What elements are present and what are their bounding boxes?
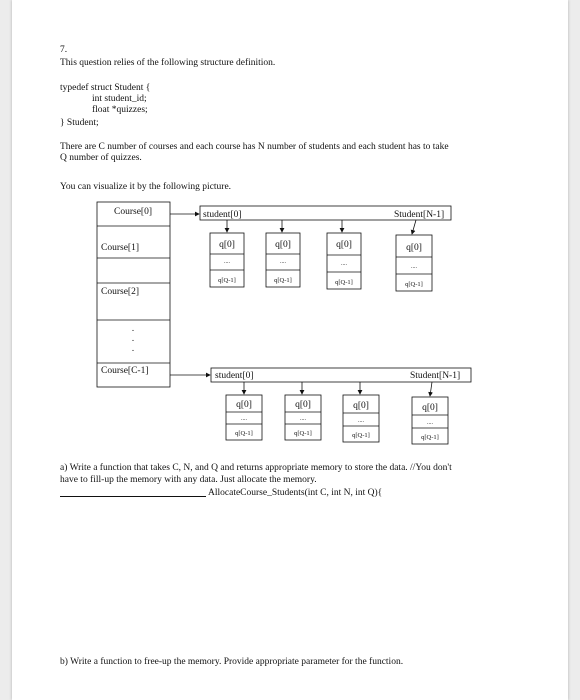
function-signature: AllocateCourse_Students(int C, int N, int Q){ <box>208 488 383 498</box>
description-line-2: Q number of quizzes. <box>60 153 142 163</box>
course-c-1-label: Course[C-1] <box>101 366 149 376</box>
course-dot: . <box>131 343 135 353</box>
quiz-ellipsis: .... <box>300 416 306 422</box>
course-2-label: Course[2] <box>101 287 139 297</box>
quiz-ellipsis: .... <box>358 418 364 424</box>
question-intro: This question relies of the following structure definition. <box>60 58 276 68</box>
course-0-label: Course[0] <box>114 207 152 217</box>
quiz-first-label: q[0] <box>275 240 291 250</box>
quiz-last-label: q[Q-1] <box>405 281 423 288</box>
quiz-first-label: q[0] <box>422 403 438 413</box>
quiz-last-label: q[Q-1] <box>235 430 253 437</box>
part-a-line-1: a) Write a function that takes C, N, and Q and returns appropriate memory to store the data. //You don't <box>60 463 452 473</box>
question-number: 7. <box>60 45 68 55</box>
quiz-last-label: q[Q-1] <box>352 432 370 439</box>
quiz-first-label: q[0] <box>336 240 352 250</box>
course-dot: . <box>131 323 135 333</box>
student-last-label: Student[N-1] <box>410 371 461 381</box>
student-arrow <box>412 220 416 234</box>
quiz-ellipsis: .... <box>411 264 417 270</box>
course-student-diagram <box>12 0 568 460</box>
course-1-label: Course[1] <box>101 243 139 253</box>
quiz-last-label: q[Q-1] <box>274 277 292 284</box>
code-line-4: } Student; <box>60 118 99 128</box>
quiz-last-label: q[Q-1] <box>218 277 236 284</box>
quiz-ellipsis: .... <box>341 261 347 267</box>
quiz-last-label: q[Q-1] <box>421 434 439 441</box>
student-first-label: student[0] <box>215 371 254 381</box>
quiz-first-label: q[0] <box>236 400 252 410</box>
quiz-first-label: q[0] <box>406 243 422 253</box>
quiz-first-label: q[0] <box>295 400 311 410</box>
part-b-text: b) Write a function to free-up the memory. Provide appropriate parameter for the function. <box>60 657 404 667</box>
description-line-1: There are C number of courses and each course has N number of students and each student has to take <box>60 142 449 152</box>
quiz-ellipsis: .... <box>241 416 247 422</box>
quiz-first-label: q[0] <box>353 401 369 411</box>
return-type-blank[interactable] <box>60 496 206 497</box>
student-first-label: student[0] <box>203 210 242 220</box>
quiz-last-label: q[Q-1] <box>294 430 312 437</box>
code-line-1: typedef struct Student { <box>60 83 151 93</box>
quiz-ellipsis: .... <box>224 259 230 265</box>
quiz-ellipsis: .... <box>427 420 433 426</box>
student-arrow <box>430 382 432 396</box>
document-page <box>12 0 568 700</box>
code-line-2: int student_id; <box>92 94 147 104</box>
code-line-3: float *quizzes; <box>92 105 148 115</box>
quiz-last-label: q[Q-1] <box>335 279 353 286</box>
student-last-label: Student[N-1] <box>394 210 445 220</box>
visualize-text: You can visualize it by the following picture. <box>60 182 232 192</box>
quiz-ellipsis: .... <box>280 259 286 265</box>
quiz-first-label: q[0] <box>219 240 235 250</box>
part-a-line-2: have to fill-up the memory with any data. Just allocate the memory. <box>60 475 317 485</box>
course-dot: . <box>131 333 135 343</box>
